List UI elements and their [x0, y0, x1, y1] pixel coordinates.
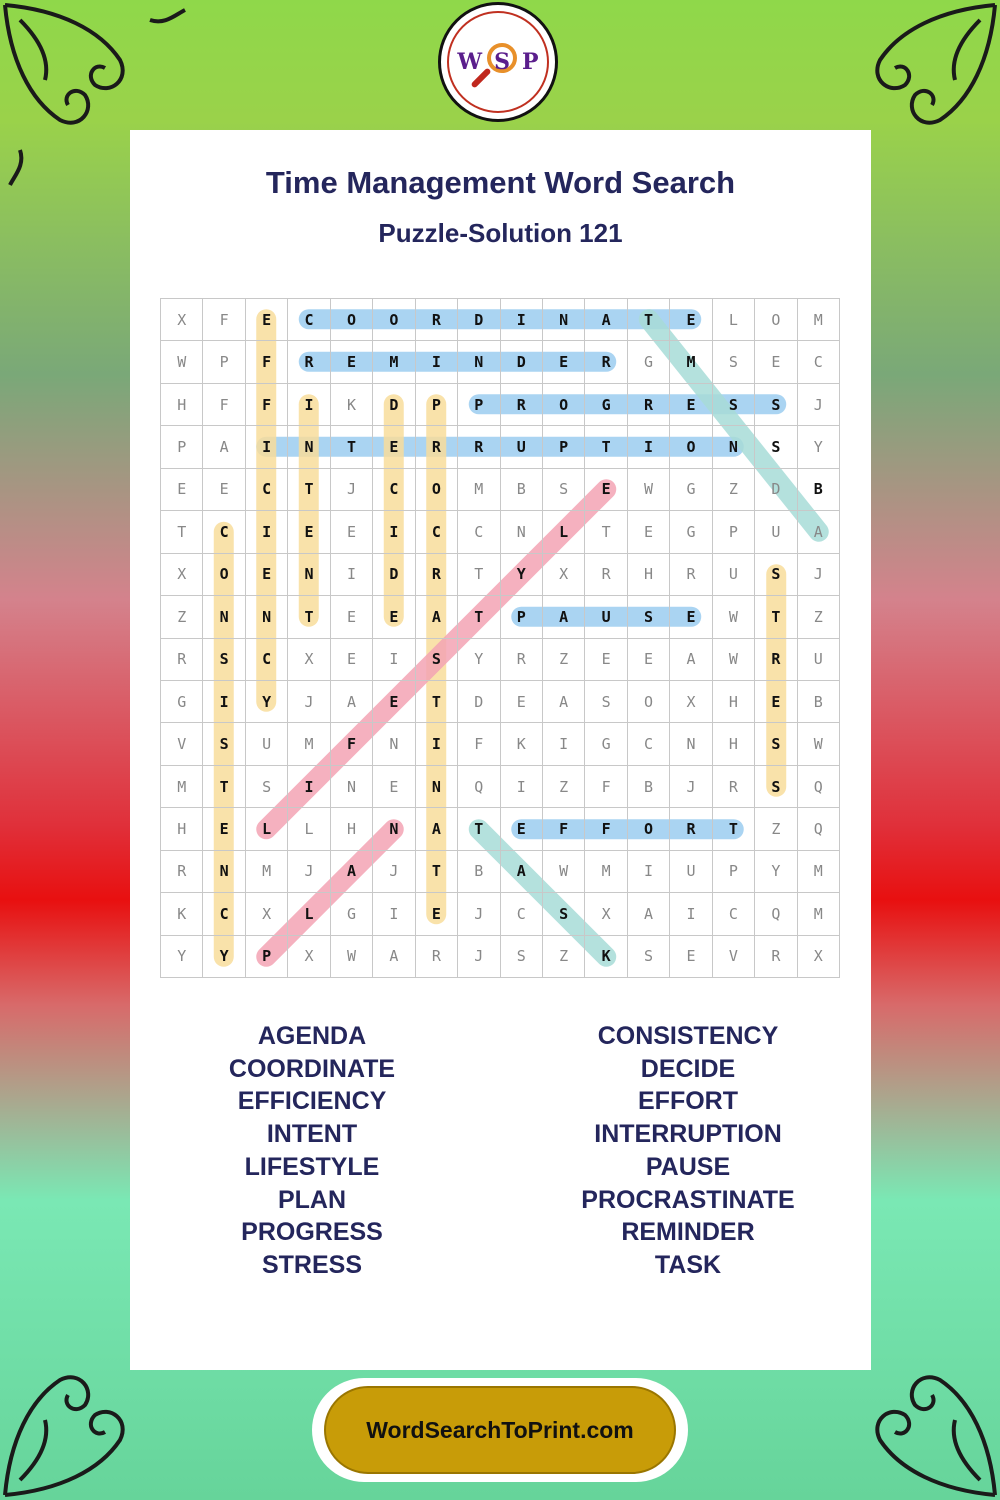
- grid-cell[interactable]: C: [203, 893, 245, 935]
- grid-cell[interactable]: X: [288, 639, 330, 681]
- grid-cell[interactable]: E: [331, 341, 373, 383]
- grid-cell[interactable]: X: [288, 936, 330, 978]
- grid-cell[interactable]: S: [755, 426, 797, 468]
- grid-cell[interactable]: C: [501, 893, 543, 935]
- grid-cell[interactable]: A: [501, 851, 543, 893]
- grid-cell[interactable]: R: [501, 384, 543, 426]
- grid-cell[interactable]: R: [755, 936, 797, 978]
- grid-cell[interactable]: S: [713, 341, 755, 383]
- grid-cell[interactable]: G: [628, 341, 670, 383]
- grid-cell[interactable]: E: [331, 596, 373, 638]
- grid-cell[interactable]: E: [670, 299, 712, 341]
- grid-cell[interactable]: E: [246, 299, 288, 341]
- grid-cell[interactable]: J: [373, 851, 415, 893]
- grid-cell[interactable]: D: [458, 681, 500, 723]
- grid-cell[interactable]: N: [501, 511, 543, 553]
- grid-cell[interactable]: E: [161, 469, 203, 511]
- logo-letter: P: [522, 49, 539, 75]
- grid-cell[interactable]: X: [585, 893, 627, 935]
- grid-cell[interactable]: F: [331, 723, 373, 765]
- grid-cell[interactable]: G: [331, 893, 373, 935]
- grid-cell[interactable]: O: [203, 554, 245, 596]
- grid-cell[interactable]: W: [161, 341, 203, 383]
- grid-cell[interactable]: N: [713, 426, 755, 468]
- grid-cell[interactable]: Y: [501, 554, 543, 596]
- grid-cell[interactable]: R: [713, 766, 755, 808]
- grid-cell[interactable]: N: [246, 596, 288, 638]
- grid-cell[interactable]: T: [288, 596, 330, 638]
- grid-cell[interactable]: J: [288, 681, 330, 723]
- grid-cell[interactable]: A: [416, 808, 458, 850]
- grid-cell[interactable]: P: [713, 511, 755, 553]
- word-list-item: EFFORT: [638, 1087, 738, 1116]
- grid-cell[interactable]: A: [203, 426, 245, 468]
- grid-cell[interactable]: T: [458, 808, 500, 850]
- grid-cell[interactable]: X: [798, 936, 840, 978]
- grid-cell[interactable]: I: [288, 766, 330, 808]
- grid-cell[interactable]: W: [543, 851, 585, 893]
- grid-cell[interactable]: R: [458, 426, 500, 468]
- grid-cell[interactable]: L: [288, 808, 330, 850]
- grid-cell[interactable]: I: [416, 341, 458, 383]
- grid-cell[interactable]: X: [543, 554, 585, 596]
- grid-cell[interactable]: R: [416, 299, 458, 341]
- grid-cell[interactable]: E: [203, 808, 245, 850]
- grid-cell[interactable]: F: [203, 384, 245, 426]
- grid-cell[interactable]: J: [331, 469, 373, 511]
- grid-cell[interactable]: E: [585, 639, 627, 681]
- grid-cell[interactable]: W: [628, 469, 670, 511]
- grid-cell[interactable]: T: [585, 511, 627, 553]
- grid-cell[interactable]: I: [373, 893, 415, 935]
- grid-cell[interactable]: S: [543, 469, 585, 511]
- grid-cell[interactable]: O: [543, 384, 585, 426]
- grid-cell[interactable]: T: [416, 851, 458, 893]
- word-list-item: COORDINATE: [228, 1054, 396, 1083]
- grid-cell[interactable]: T: [331, 426, 373, 468]
- grid-cell[interactable]: J: [798, 384, 840, 426]
- grid-cell[interactable]: Z: [755, 808, 797, 850]
- grid-cell[interactable]: V: [161, 723, 203, 765]
- grid-cell[interactable]: Z: [713, 469, 755, 511]
- grid-cell[interactable]: U: [713, 554, 755, 596]
- grid-cell[interactable]: T: [713, 808, 755, 850]
- grid-cell[interactable]: E: [628, 511, 670, 553]
- word-list-right: [488, 1020, 888, 1282]
- word-list-left: [112, 1020, 512, 1282]
- grid-cell[interactable]: E: [501, 681, 543, 723]
- grid-cell[interactable]: A: [543, 681, 585, 723]
- grid-cell[interactable]: I: [416, 723, 458, 765]
- grid-cell[interactable]: B: [458, 851, 500, 893]
- grid-cell[interactable]: F: [543, 808, 585, 850]
- word-list-item: PAUSE: [645, 1152, 731, 1181]
- grid-cell[interactable]: H: [713, 681, 755, 723]
- grid-cell[interactable]: D: [458, 299, 500, 341]
- grid-cell[interactable]: F: [585, 766, 627, 808]
- grid-cell[interactable]: A: [585, 299, 627, 341]
- grid-cell[interactable]: B: [628, 766, 670, 808]
- grid-cell[interactable]: E: [246, 554, 288, 596]
- grid-cell[interactable]: X: [161, 299, 203, 341]
- grid-cell[interactable]: N: [288, 426, 330, 468]
- grid-cell[interactable]: R: [161, 639, 203, 681]
- grid-cell[interactable]: E: [373, 596, 415, 638]
- grid-cell[interactable]: F: [246, 384, 288, 426]
- grid-cell[interactable]: A: [331, 681, 373, 723]
- grid-cell[interactable]: E: [755, 341, 797, 383]
- grid-cell[interactable]: E: [416, 893, 458, 935]
- grid-cell[interactable]: D: [755, 469, 797, 511]
- grid-cell[interactable]: R: [585, 341, 627, 383]
- grid-cell[interactable]: M: [288, 723, 330, 765]
- grid-cell[interactable]: J: [670, 766, 712, 808]
- grid-cell[interactable]: T: [585, 426, 627, 468]
- word-list-item: PROCRASTINATE: [581, 1185, 795, 1214]
- grid-cell[interactable]: Z: [543, 936, 585, 978]
- grid-cell[interactable]: N: [331, 766, 373, 808]
- grid-cell[interactable]: P: [501, 596, 543, 638]
- grid-cell[interactable]: G: [670, 469, 712, 511]
- grid-cell[interactable]: H: [628, 554, 670, 596]
- grid-cell[interactable]: A: [628, 893, 670, 935]
- word-search-grid: [160, 298, 840, 978]
- grid-cell[interactable]: P: [203, 341, 245, 383]
- grid-cell[interactable]: N: [543, 299, 585, 341]
- grid-cell[interactable]: S: [755, 384, 797, 426]
- grid-cell[interactable]: A: [331, 851, 373, 893]
- grid-cell[interactable]: S: [246, 766, 288, 808]
- grid-cell[interactable]: R: [628, 384, 670, 426]
- grid-cell[interactable]: I: [246, 511, 288, 553]
- grid-cell[interactable]: E: [331, 639, 373, 681]
- grid-cell[interactable]: M: [798, 851, 840, 893]
- grid-cell[interactable]: U: [798, 639, 840, 681]
- grid-cell[interactable]: N: [416, 766, 458, 808]
- grid-cell[interactable]: I: [628, 426, 670, 468]
- grid-cell[interactable]: R: [288, 341, 330, 383]
- grid-cell[interactable]: U: [670, 851, 712, 893]
- grid-cell[interactable]: X: [161, 554, 203, 596]
- grid-cell[interactable]: E: [203, 469, 245, 511]
- grid-cell[interactable]: Y: [458, 639, 500, 681]
- grid-cell[interactable]: C: [373, 469, 415, 511]
- page-subtitle: Puzzle-Solution 121: [378, 218, 623, 248]
- grid-cell[interactable]: C: [246, 639, 288, 681]
- grid-cell[interactable]: A: [543, 596, 585, 638]
- grid-cell[interactable]: I: [670, 893, 712, 935]
- logo-letter: W: [457, 49, 483, 75]
- word-list-item: TASK: [654, 1250, 722, 1279]
- grid-cell[interactable]: W: [331, 936, 373, 978]
- grid-cell[interactable]: T: [203, 766, 245, 808]
- grid-cell[interactable]: R: [416, 554, 458, 596]
- grid-cell[interactable]: G: [161, 681, 203, 723]
- word-list-item: EFFICIENCY: [237, 1087, 387, 1116]
- grid-cell[interactable]: C: [203, 511, 245, 553]
- grid-cell[interactable]: Y: [798, 426, 840, 468]
- grid-cell[interactable]: C: [416, 511, 458, 553]
- grid-cell[interactable]: E: [373, 681, 415, 723]
- grid-cell[interactable]: N: [373, 808, 415, 850]
- grid-cell[interactable]: N: [203, 851, 245, 893]
- grid-cell[interactable]: E: [670, 596, 712, 638]
- grid-cell[interactable]: P: [416, 384, 458, 426]
- grid-cell[interactable]: G: [585, 723, 627, 765]
- word-list-item: INTENT: [266, 1120, 358, 1149]
- grid-cell[interactable]: S: [501, 936, 543, 978]
- grid-cell[interactable]: S: [203, 639, 245, 681]
- grid-cell[interactable]: A: [798, 511, 840, 553]
- grid-cell[interactable]: U: [585, 596, 627, 638]
- grid-cell[interactable]: E: [585, 469, 627, 511]
- grid-cell[interactable]: Y: [161, 936, 203, 978]
- grid-cell[interactable]: S: [628, 596, 670, 638]
- grid-cell[interactable]: T: [628, 299, 670, 341]
- grid-cell[interactable]: C: [713, 893, 755, 935]
- grid-cell[interactable]: E: [670, 384, 712, 426]
- grid-cell[interactable]: L: [543, 511, 585, 553]
- grid-cell[interactable]: Z: [161, 596, 203, 638]
- grid-cell[interactable]: M: [585, 851, 627, 893]
- grid-cell[interactable]: I: [203, 681, 245, 723]
- grid-cell[interactable]: E: [373, 426, 415, 468]
- grid-cell[interactable]: S: [416, 639, 458, 681]
- grid-cell[interactable]: N: [288, 554, 330, 596]
- grid-cell[interactable]: M: [161, 766, 203, 808]
- grid-cell[interactable]: D: [373, 554, 415, 596]
- grid-cell[interactable]: O: [628, 681, 670, 723]
- grid-cell[interactable]: Q: [798, 766, 840, 808]
- grid-cell[interactable]: L: [246, 808, 288, 850]
- grid-cell[interactable]: O: [373, 299, 415, 341]
- grid-cell[interactable]: N: [670, 723, 712, 765]
- grid-cell[interactable]: E: [331, 511, 373, 553]
- grid-cell[interactable]: W: [713, 639, 755, 681]
- grid-cell[interactable]: O: [670, 426, 712, 468]
- grid-cell[interactable]: P: [713, 851, 755, 893]
- grid-cell[interactable]: C: [798, 341, 840, 383]
- grid-cell[interactable]: G: [670, 511, 712, 553]
- grid-cell[interactable]: R: [755, 639, 797, 681]
- word-list-item: DECIDE: [640, 1054, 736, 1083]
- grid-cell[interactable]: C: [288, 299, 330, 341]
- grid-cell[interactable]: F: [246, 341, 288, 383]
- grid-cell[interactable]: U: [755, 511, 797, 553]
- grid-cell[interactable]: B: [798, 681, 840, 723]
- word-list-item: PLAN: [277, 1185, 347, 1214]
- grid-cell[interactable]: S: [628, 936, 670, 978]
- word-list-item: REMINDER: [621, 1218, 755, 1247]
- grid-cell[interactable]: T: [458, 554, 500, 596]
- grid-cell[interactable]: A: [670, 639, 712, 681]
- grid-cell[interactable]: O: [331, 299, 373, 341]
- grid-cell[interactable]: N: [373, 723, 415, 765]
- grid-cell[interactable]: I: [373, 511, 415, 553]
- grid-cell[interactable]: U: [501, 426, 543, 468]
- grid-cell[interactable]: X: [246, 893, 288, 935]
- grid-cell[interactable]: S: [585, 681, 627, 723]
- grid-cell[interactable]: I: [331, 554, 373, 596]
- grid-cell[interactable]: M: [798, 893, 840, 935]
- grid-cell[interactable]: F: [458, 723, 500, 765]
- grid-cell[interactable]: M: [670, 341, 712, 383]
- grid-cell[interactable]: A: [416, 596, 458, 638]
- grid-cell[interactable]: O: [416, 469, 458, 511]
- grid-cell[interactable]: F: [585, 808, 627, 850]
- word-list-item: AGENDA: [257, 1022, 367, 1050]
- grid-cell[interactable]: S: [755, 723, 797, 765]
- grid-cell[interactable]: I: [501, 299, 543, 341]
- grid-cell[interactable]: Z: [543, 639, 585, 681]
- grid-cell[interactable]: M: [458, 469, 500, 511]
- grid-cell[interactable]: L: [288, 893, 330, 935]
- logo-letter: S: [494, 49, 511, 75]
- grid-cell[interactable]: U: [246, 723, 288, 765]
- grid-cell[interactable]: M: [246, 851, 288, 893]
- grid-cell[interactable]: Q: [798, 808, 840, 850]
- grid-cell[interactable]: H: [161, 384, 203, 426]
- word-list-item: PROGRESS: [241, 1218, 383, 1247]
- grid-cell[interactable]: R: [501, 639, 543, 681]
- grid-cell[interactable]: L: [713, 299, 755, 341]
- grid-cell[interactable]: M: [798, 299, 840, 341]
- grid-cell[interactable]: K: [331, 384, 373, 426]
- grid-cell[interactable]: T: [288, 469, 330, 511]
- grid-cell[interactable]: J: [798, 554, 840, 596]
- grid-cell[interactable]: I: [288, 384, 330, 426]
- grid-cell[interactable]: J: [458, 893, 500, 935]
- grid-cell[interactable]: C: [458, 511, 500, 553]
- grid-cell[interactable]: R: [416, 936, 458, 978]
- grid-cell[interactable]: I: [501, 766, 543, 808]
- grid-cell[interactable]: A: [373, 936, 415, 978]
- grid-cell[interactable]: P: [543, 426, 585, 468]
- grid-cell[interactable]: E: [628, 639, 670, 681]
- grid-cell[interactable]: H: [331, 808, 373, 850]
- grid-cell[interactable]: P: [161, 426, 203, 468]
- grid-cell[interactable]: R: [670, 554, 712, 596]
- grid-cell[interactable]: O: [755, 299, 797, 341]
- grid-cell[interactable]: W: [713, 596, 755, 638]
- grid-cell[interactable]: Z: [798, 596, 840, 638]
- grid-cell[interactable]: X: [670, 681, 712, 723]
- grid-cell[interactable]: E: [373, 766, 415, 808]
- grid-cell[interactable]: Q: [458, 766, 500, 808]
- grid-cell[interactable]: T: [458, 596, 500, 638]
- grid-cell[interactable]: I: [246, 426, 288, 468]
- word-list-item: STRESS: [261, 1250, 363, 1279]
- grid-cell[interactable]: T: [755, 596, 797, 638]
- grid-cell[interactable]: T: [416, 681, 458, 723]
- grid-cell[interactable]: C: [246, 469, 288, 511]
- grid-cell[interactable]: B: [501, 469, 543, 511]
- grid-cell[interactable]: K: [161, 893, 203, 935]
- grid-cell[interactable]: S: [543, 893, 585, 935]
- grid-cell[interactable]: S: [755, 766, 797, 808]
- site-logo[interactable]: [438, 2, 558, 122]
- grid-cell[interactable]: D: [501, 341, 543, 383]
- grid-cell[interactable]: C: [628, 723, 670, 765]
- grid-cell[interactable]: I: [373, 639, 415, 681]
- grid-cell[interactable]: F: [203, 299, 245, 341]
- grid-cell[interactable]: E: [501, 808, 543, 850]
- grid-cell[interactable]: J: [288, 851, 330, 893]
- grid-cell[interactable]: B: [798, 469, 840, 511]
- grid-cell[interactable]: D: [373, 384, 415, 426]
- grid-cell[interactable]: E: [755, 681, 797, 723]
- logo-letters: [441, 49, 555, 75]
- grid-cell[interactable]: G: [585, 384, 627, 426]
- word-list-item: INTERRUPTION: [594, 1120, 782, 1149]
- grid-cell[interactable]: Z: [543, 766, 585, 808]
- grid-cell[interactable]: N: [458, 341, 500, 383]
- grid-cell[interactable]: H: [161, 808, 203, 850]
- grid-cell[interactable]: I: [628, 851, 670, 893]
- grid-cell[interactable]: N: [203, 596, 245, 638]
- grid-cell[interactable]: J: [458, 936, 500, 978]
- grid-cell[interactable]: S: [203, 723, 245, 765]
- grid-cell[interactable]: O: [628, 808, 670, 850]
- grid-cell[interactable]: W: [798, 723, 840, 765]
- grid-cell[interactable]: Y: [246, 681, 288, 723]
- grid-cell[interactable]: K: [501, 723, 543, 765]
- grid-cell[interactable]: H: [713, 723, 755, 765]
- grid-cell[interactable]: R: [585, 554, 627, 596]
- grid-cell[interactable]: M: [373, 341, 415, 383]
- word-list-item: CONSISTENCY: [597, 1022, 779, 1050]
- grid-cell[interactable]: S: [713, 384, 755, 426]
- grid-cell[interactable]: P: [246, 936, 288, 978]
- site-link[interactable]: WordSearchToPrint.com: [324, 1386, 676, 1474]
- grid-cell[interactable]: R: [416, 426, 458, 468]
- word-list-item: LIFESTYLE: [244, 1152, 380, 1181]
- grid-cell[interactable]: P: [458, 384, 500, 426]
- grid-cell[interactable]: Y: [203, 936, 245, 978]
- grid-cell[interactable]: Y: [755, 851, 797, 893]
- grid-cell[interactable]: S: [755, 554, 797, 596]
- letter-grid: [160, 298, 840, 978]
- grid-cell[interactable]: E: [670, 936, 712, 978]
- grid-cell[interactable]: E: [288, 511, 330, 553]
- grid-cell[interactable]: E: [543, 341, 585, 383]
- grid-cell[interactable]: R: [161, 851, 203, 893]
- grid-cell[interactable]: V: [713, 936, 755, 978]
- grid-cell[interactable]: R: [670, 808, 712, 850]
- page-title: Time Management Word Search: [265, 165, 736, 200]
- grid-cell[interactable]: I: [543, 723, 585, 765]
- grid-cell[interactable]: K: [585, 936, 627, 978]
- grid-cell[interactable]: Q: [755, 893, 797, 935]
- grid-cell[interactable]: T: [161, 511, 203, 553]
